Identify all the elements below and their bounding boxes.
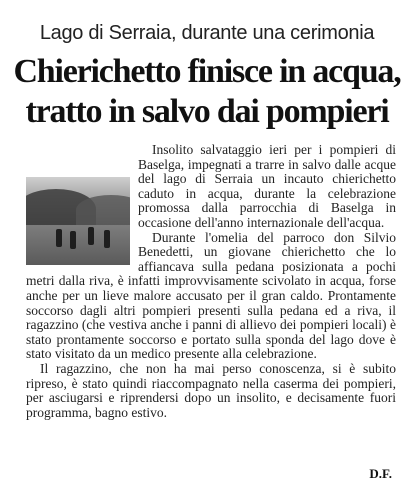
photo-figure	[56, 229, 62, 247]
photo-water	[26, 225, 130, 265]
article-paragraph-2: Durante l'omelia del parroco don Silvio Benedetti, un giovane chierichetto che lo affiancava sulla pedana posizionata a pochi metri dalla riva, è infatti improvvisamente scivolato in acqua, forse anche per un lieve malore accusato per il gran caldo. Prontamente soccorso dagli altri pompieri presenti sulla pedana ed a riva, il ragazzino (che vestiva anche i panni di allievo dei pompieri locali) è stato prontamente soccorso e portato sulla sponda del lago dove è stato visitato da un medico presente alla celebrazione.	[26, 229, 396, 362]
photo-figure	[104, 230, 110, 248]
photo-figure	[70, 231, 76, 249]
article-headline	[0, 52, 414, 132]
article-paragraph-1: Insolito salvataggio ieri per i pompieri di Baselga, impegnati a trarre in salvo dalle acque del lago di Serraia un incauto chierichetto caduto in acqua, durante la celebrazione promossa dalla parrocchia di Baselga in occasione dell'anno internazionale dell'acqua.	[138, 142, 396, 230]
article-paragraph-3: Il ragazzino, che non ha mai perso conoscenza, si è subito ripreso, è stato quindi riaccompagnato nella caserma dei pompieri, per asciugarsi e riprendersi dopo un insolito, e decisamente fuori programma, bagno estivo.	[26, 360, 396, 420]
article-body	[26, 143, 396, 420]
lake-photo	[26, 177, 130, 265]
photo-hill-2	[76, 195, 130, 225]
article-kicker: Lago di Serraia, durante una cerimonia	[39, 22, 375, 44]
author-signature: D.F.	[369, 466, 392, 481]
headline-line-1: Chierichetto finisce in acqua,	[13, 53, 401, 90]
photo-figure	[88, 227, 94, 245]
headline-line-2: tratto in salvo dai pompieri	[25, 93, 389, 130]
